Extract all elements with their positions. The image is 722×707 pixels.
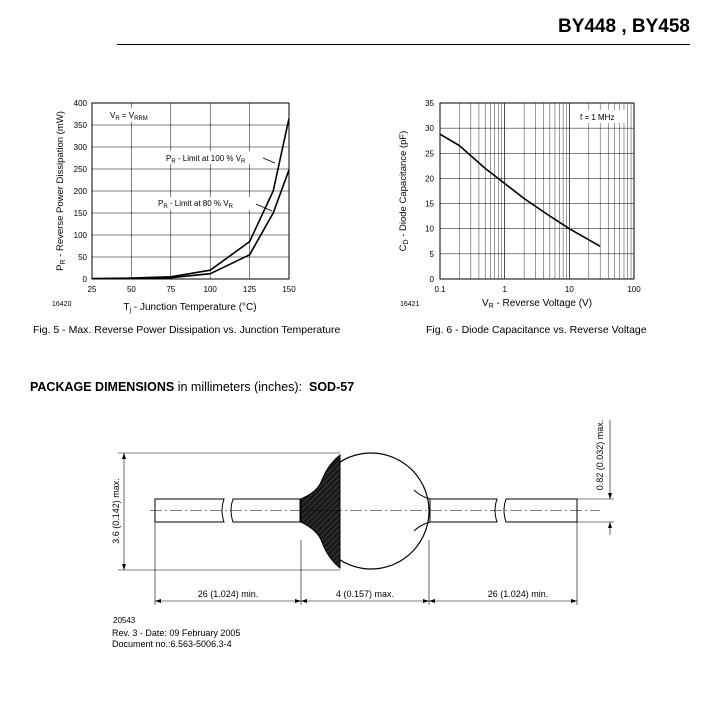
fig6-y-tick-label: 5	[429, 249, 434, 259]
fig5-legend: $V_R = V_{RRM}$	[110, 111, 148, 122]
dim-center-label: 4 (0.157) max.	[335, 589, 395, 599]
fig6-annotation: f = 1 MHz	[580, 113, 615, 122]
fig5-x-axis-label: $T_j$ - Junction Temperature (°C)	[123, 302, 257, 314]
package-drawing	[0, 410, 722, 625]
fig6-y-axis-label: $C_D$ - Diode Capacitance (pF)	[398, 130, 410, 252]
fig5-y-tick-label: 150	[73, 209, 87, 218]
fig5-y-tick-label: 100	[73, 231, 87, 240]
fig5-annotation-80: $P_R$ - Limit at 80 % $V_R$	[158, 199, 233, 210]
fig5-y-tick-label: 200	[73, 187, 87, 196]
package-dimensions-heading	[30, 380, 354, 394]
fig6-x-tick-label: 100	[627, 285, 641, 294]
fig6-y-tick-label: 10	[425, 224, 434, 234]
fig5-y-tick-labels	[74, 99, 88, 284]
fig5-y-tick-label: 250	[73, 165, 87, 174]
fig6-y-tick-label: 30	[425, 124, 434, 134]
fig5-y-tick-label: 0	[82, 275, 87, 284]
revision-date: Rev. 3 - Date: 09 February 2005	[112, 628, 241, 638]
fig6-grid	[440, 103, 634, 279]
fig6-y-tick-label: 15	[425, 199, 434, 209]
fig5-y-tick-label: 400	[73, 99, 87, 108]
package-heading-normal: in millimeters (inches):	[174, 380, 303, 394]
fig6-y-tick-labels	[425, 99, 434, 284]
fig5-series-line-80pct	[92, 170, 289, 279]
dim-height-label: 3.6 (0.142) max.	[111, 478, 121, 544]
document-number: Document no.:6.563-5006.3-4	[112, 638, 232, 649]
fig5-x-tick-label: 75	[166, 285, 176, 294]
fig5-x-tick-label: 25	[87, 285, 97, 294]
fig6-y-tick-label: 20	[425, 174, 434, 184]
drawing-code: 20543	[113, 616, 136, 625]
fig5-y-tick-label: 300	[73, 143, 87, 152]
fig5-x-tick-label: 150	[282, 285, 296, 294]
fig5-grid	[92, 103, 289, 279]
fig6-series-line	[440, 134, 600, 246]
dim-line-center	[301, 599, 429, 603]
fig6-x-tick-labels	[434, 285, 641, 294]
package-heading-type: SOD-57	[309, 380, 355, 394]
fig5-chart	[0, 90, 360, 320]
fig6-x-tick-label: 1	[502, 285, 507, 294]
package-heading-bold: PACKAGE DIMENSIONS	[30, 380, 175, 394]
fig6-figure-code: 16421	[400, 301, 420, 308]
header-rule	[117, 44, 690, 45]
cathode-band	[301, 455, 340, 568]
dim-lead-label: 0.82 (0.032) max.	[595, 419, 605, 491]
fig5-x-tick-label: 100	[203, 285, 217, 294]
dim-line-right	[429, 599, 577, 603]
fig5-annotation-100-leader	[263, 158, 275, 163]
fig5-y-tick-label: 350	[73, 121, 87, 130]
fig6-x-axis-label: $V_R$ - Reverse Voltage (V)	[481, 298, 593, 310]
fig6-y-tick-label: 35	[425, 99, 434, 108]
fig6-chart	[370, 90, 710, 320]
fig6-x-tick-label: 0.1	[434, 285, 446, 294]
fig5-annotation-100: $P_R$ - Limit at 100 % $V_R$	[166, 154, 246, 165]
fig5-caption: Fig. 5 - Max. Reverse Power Dissipation vs. Junction Temperature	[33, 324, 341, 336]
dim-line-lead	[608, 420, 612, 535]
document-title: BY448 , BY458	[557, 16, 690, 37]
dim-line-height	[122, 453, 126, 570]
fig5-y-axis-label: $P_R$ - Reverse Power Dissipation (mW)	[55, 111, 67, 271]
fig6-y-tick-label: 0	[429, 275, 434, 284]
dim-left-label: 26 (1.024) min.	[197, 589, 259, 599]
fig6-plot-frame	[440, 103, 634, 279]
fig5-y-tick-label: 50	[78, 253, 87, 262]
fig5-x-tick-labels	[88, 285, 297, 294]
fig5-figure-code: 16420	[52, 301, 72, 308]
dim-line-left	[155, 599, 301, 603]
fig6-x-tick-label: 10	[564, 285, 574, 294]
fig5-x-tick-label: 50	[126, 285, 136, 294]
fig5-x-tick-label: 125	[242, 285, 257, 294]
fig6-caption: Fig. 6 - Diode Capacitance vs. Reverse Voltage	[426, 324, 647, 336]
fig6-y-tick-label: 25	[425, 149, 434, 159]
footer	[112, 628, 240, 649]
fig6-series-group	[440, 134, 600, 246]
dim-right-label: 26 (1.024) min.	[487, 589, 549, 599]
